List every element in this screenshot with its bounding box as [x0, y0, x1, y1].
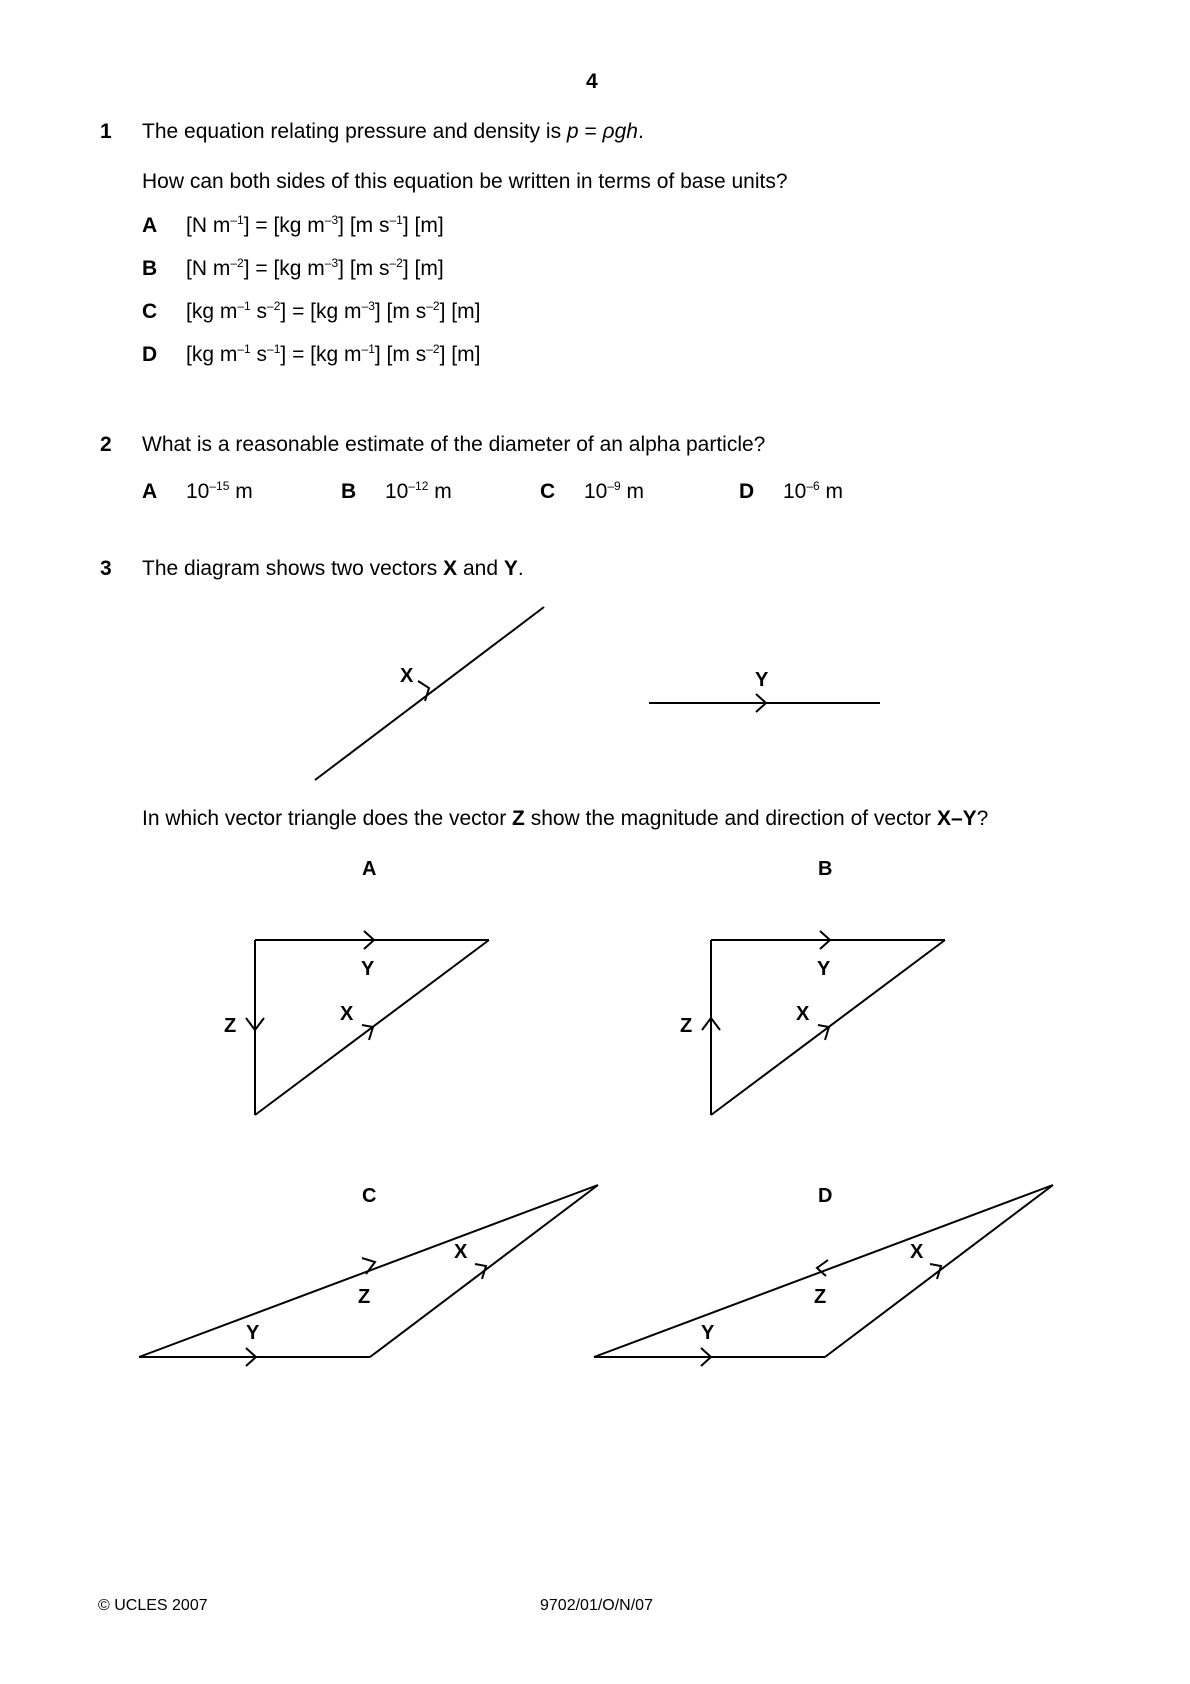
- q2-option-c-letter: C: [540, 480, 556, 503]
- q1-option-c-letter: C: [142, 300, 158, 323]
- triangle-c-z-arrow: [362, 1258, 375, 1274]
- footer-copyright: © UCLES 2007: [98, 1597, 208, 1614]
- question-1-stem: The equation relating pressure and density is p = ρgh.: [142, 120, 644, 143]
- question-3-question: In which vector triangle does the vector Z show the magnitude and direction of vector X–Y?: [142, 807, 989, 830]
- q1-option-c-text: [kg $m^{-1}$ $s^{-2}] = [kg$ $m^{-3}$] [m $s^{-2}$] [m]: [186, 299, 481, 323]
- q2-option-d-letter: D: [739, 480, 755, 503]
- footer-paper-code: 9702/01/O/N/07: [540, 1597, 653, 1614]
- triangle-d-z-label: Z: [814, 1286, 827, 1308]
- triangle-a-y-label: Y: [361, 958, 375, 980]
- q1-option-b-letter: B: [142, 257, 158, 280]
- page-number: 4: [586, 70, 598, 93]
- triangle-a-letter: A: [362, 858, 377, 880]
- question-2-question: What is a reasonable estimate of the diameter of an alpha particle?: [142, 433, 766, 456]
- q2-option-a-letter: A: [142, 480, 158, 503]
- q1-option-a-letter: A: [142, 214, 158, 237]
- question-1-number: 1: [100, 120, 112, 143]
- question-2-number: 2: [100, 433, 112, 456]
- triangle-c: [139, 1185, 598, 1366]
- question-3-stem: The diagram shows two vectors X and Y.: [142, 557, 524, 580]
- triangle-d-x-label: X: [910, 1241, 924, 1263]
- triangle-c-z-label: Z: [358, 1286, 371, 1308]
- q2-option-b-text: $10^{-12}$ m: [385, 479, 452, 503]
- vector-x-line: [315, 607, 544, 780]
- triangle-a-z-label: Z: [224, 1015, 237, 1037]
- q2-option-c-text: $10^{-9}$ m: [584, 479, 645, 503]
- triangle-b-letter: B: [818, 858, 833, 880]
- q1-option-d-text: [kg $m^{-1}$ $s^{-1}] = [kg$ $m^{-1}$] [m $s^{-2}$] [m]: [186, 342, 481, 366]
- triangle-b-x-label: X: [796, 1003, 810, 1025]
- triangle-d: [594, 1185, 1053, 1366]
- vector-y-label: Y: [755, 669, 769, 691]
- question-3-number: 3: [100, 557, 112, 580]
- triangle-b-z-label: Z: [680, 1015, 693, 1037]
- q2-option-b-letter: B: [341, 480, 357, 503]
- q1-option-b-text: [N $m^{-2}] = [kg$ $m^{-3}$] [m $s^{-2}$] [m]: [186, 256, 444, 280]
- triangle-c-letter: C: [362, 1185, 377, 1207]
- triangle-c-y-label: Y: [246, 1322, 260, 1344]
- triangle-a-x-label: X: [340, 1003, 354, 1025]
- triangle-b-y-label: Y: [817, 958, 831, 980]
- q1-option-d-letter: D: [142, 343, 158, 366]
- q2-option-a-text: $10^{-15}$ m: [186, 479, 253, 503]
- triangle-d-letter: D: [818, 1185, 833, 1207]
- q2-option-d-text: $10^{-6}$ m: [783, 479, 844, 503]
- vector-x-label: X: [400, 665, 414, 687]
- triangle-d-y-label: Y: [701, 1322, 715, 1344]
- triangle-c-x-label: X: [454, 1241, 468, 1263]
- q1-option-a-text: [N $m^{-1}] = [kg$ $m^{-3}$] [m $s^{-1}$] [m]: [186, 213, 444, 237]
- question-1-question: How can both sides of this equation be written in terms of base units?: [142, 170, 788, 193]
